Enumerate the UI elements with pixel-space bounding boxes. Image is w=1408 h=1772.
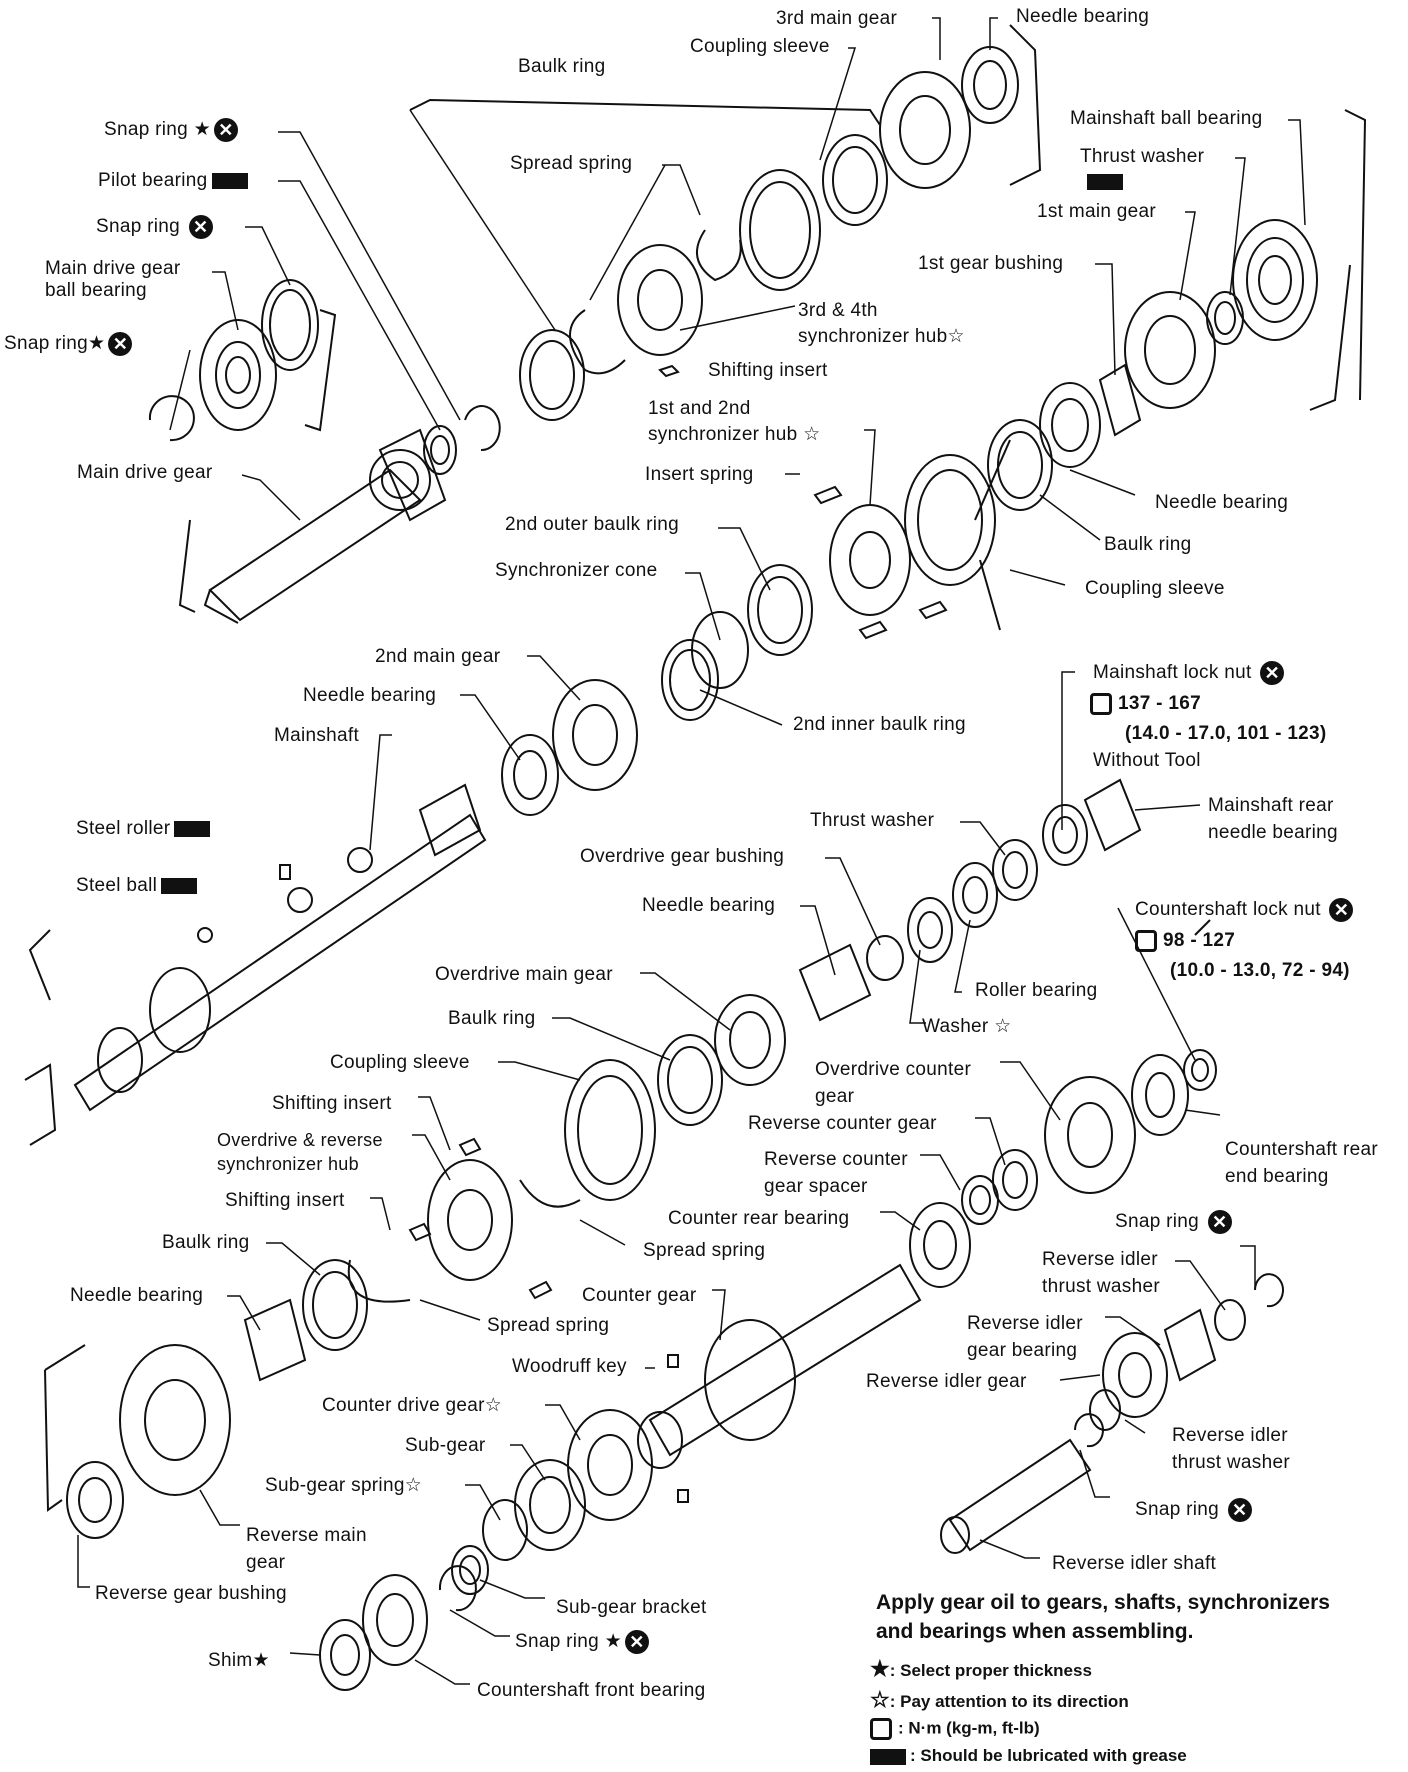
label-main-drive-gear: Main drive gear [77, 462, 213, 483]
synchronizer-hub-34 [618, 245, 702, 355]
torque-wrench-icon [1090, 693, 1112, 715]
label-reverse-counter-gear-spacer: Reverse counter gear spacer [764, 1149, 908, 1197]
sub-gear [515, 1460, 585, 1550]
grease-icon [870, 1749, 906, 1765]
label-snap-ring-6: Snap ring ★ ✕ [515, 1630, 649, 1654]
label-counter-rear-bearing: Counter rear bearing [668, 1208, 850, 1229]
roller-bearing-od [953, 863, 997, 927]
label-baulk-ring-od: Baulk ring [448, 1008, 536, 1029]
legend-grease: : Should be lubricated with grease [870, 1746, 1187, 1766]
label-reverse-idler-shaft: Reverse idler shaft [1052, 1553, 1217, 1574]
snap-ring-main-drive [262, 280, 318, 370]
grease-icon [174, 821, 210, 837]
label-reverse-idler-thrust-washer-1: Reverse idler thrust washer [1042, 1249, 1160, 1297]
label-baulk-ring-top: Baulk ring [518, 56, 606, 77]
needle-bearing-reverse [245, 1300, 305, 1380]
mainshaft-ball-bearing [1233, 220, 1317, 340]
snap-ring-small [150, 396, 194, 440]
main-drive-gear-ball-bearing [200, 320, 276, 430]
pilot-bearing [424, 426, 456, 474]
label-shim: Shim★ [208, 1650, 270, 1671]
baulk-ring-reverse [303, 1260, 367, 1350]
label-thrust-washer-mid: Thrust washer [810, 810, 935, 831]
reverse-idler-gear [1103, 1333, 1167, 1417]
mainshaft-rear-needle-bearing [1085, 780, 1140, 850]
label-counter-gear: Counter gear [582, 1285, 697, 1306]
second-outer-baulk-ring [748, 565, 812, 655]
label-reverse-main-gear: Reverse main gear [246, 1525, 367, 1573]
snap-ring-idler-top [1255, 1274, 1283, 1306]
reverse-idler-thrust-washer-2 [1090, 1390, 1120, 1430]
label-needle-bearing-2nd: Needle bearing [303, 685, 437, 706]
first-gear-bushing [1100, 365, 1140, 435]
do-not-reuse-icon: ✕ [214, 118, 238, 142]
steel-roller [280, 865, 290, 879]
reverse-main-gear [120, 1345, 230, 1495]
countershaft-front-bearing [363, 1575, 427, 1665]
first-main-gear [1125, 292, 1215, 408]
shifting-insert-low [410, 1224, 430, 1240]
third-main-gear [880, 72, 970, 188]
torque-wrench-icon [870, 1718, 892, 1740]
baulk-ring-3rd [520, 330, 584, 420]
thrust-washer-1st [1207, 292, 1243, 344]
insert-spring [815, 487, 841, 503]
washer-od [908, 898, 952, 962]
label-third-main-gear: 3rd main gear [776, 8, 898, 29]
needle-bearing-3rd [962, 47, 1018, 123]
shifting-insert-extra [530, 1282, 551, 1298]
label-sub-gear-spring: Sub-gear spring☆ [265, 1475, 423, 1496]
baulk-ring-4th [823, 135, 887, 225]
spread-spring-od [520, 1180, 580, 1207]
coupling-sleeve-34 [740, 170, 820, 290]
label-steel-roller: Steel roller [76, 818, 210, 840]
shifting-insert-34 [660, 366, 678, 376]
countershaft-rear-end-bearing [1132, 1055, 1188, 1135]
overdrive-gear-bushing [867, 936, 903, 980]
label-roller-bearing: Roller bearing [975, 980, 1098, 1001]
label-woodruff-key: Woodruff key [512, 1356, 627, 1377]
label-first-main-gear: 1st main gear [1037, 201, 1157, 222]
grease-icon [212, 173, 248, 189]
label-washer: Washer ☆ [922, 1016, 1012, 1037]
synchronizer-cone [692, 612, 748, 688]
label-snap-ring-3: Snap ring★ ✕ [4, 332, 132, 356]
label-needle-bearing-r: Needle bearing [1155, 492, 1289, 513]
label-reverse-idler-thrust-washer-2: Reverse idler thrust washer [1172, 1425, 1290, 1473]
label-torque-mainshaft: 137 - 167 [1090, 693, 1201, 715]
second-inner-baulk-ring [662, 640, 718, 720]
filled-star-icon: ★ [870, 1656, 890, 1681]
label-snap-ring-1: Snap ring ★ ✕ [104, 118, 238, 142]
do-not-reuse-icon: ✕ [1329, 898, 1353, 922]
label-counter-drive-gear: Counter drive gear☆ [322, 1395, 503, 1416]
spread-spring-34 [697, 230, 741, 280]
label-coupling-sleeve-od: Coupling sleeve [330, 1052, 470, 1073]
label-synchro-hub-34: 3rd & 4th synchronizer hub☆ [798, 300, 965, 347]
assembly-note [876, 1588, 1330, 1646]
reverse-idler-gear-bearing [1165, 1310, 1215, 1380]
label-sub-gear-bracket: Sub-gear bracket [556, 1597, 707, 1618]
label-overdrive-main-gear: Overdrive main gear [435, 964, 613, 985]
legend-direction: ☆: Pay attention to its direction [870, 1687, 1129, 1712]
needle-bearing-1st [1040, 383, 1100, 467]
label-coupling-sleeve-top: Coupling sleeve [690, 36, 830, 57]
label-spread-spring-top: Spread spring [510, 153, 633, 174]
reverse-gear-bushing [67, 1462, 123, 1538]
reverse-counter-gear [993, 1150, 1037, 1210]
label-baulk-ring-low: Baulk ring [162, 1232, 250, 1253]
label-insert-spring: Insert spring [645, 464, 754, 485]
label-reverse-idler-gear-bearing: Reverse idler gear bearing [967, 1313, 1083, 1361]
sub-gear-bracket [452, 1546, 488, 1594]
do-not-reuse-icon: ✕ [108, 332, 132, 356]
spread-spring-low [349, 1260, 410, 1302]
label-spread-spring-low: Spread spring [643, 1240, 766, 1261]
synchronizer-hub-12 [830, 505, 910, 615]
assembly-note-line2: and bearings when assembling. [876, 1620, 1194, 1643]
label-synchro-hub-12: 1st and 2nd synchronizer hub ☆ [648, 398, 821, 445]
do-not-reuse-icon: ✕ [1228, 1498, 1252, 1522]
label-needle-bearing-low: Needle bearing [70, 1285, 204, 1306]
label-od-reverse-synchro-hub: Overdrive & reverse synchronizer hub [217, 1130, 383, 1174]
label-snap-ring-4: Snap ring ✕ [1115, 1210, 1232, 1234]
label-torque-countershaft-alt: (10.0 - 13.0, 72 - 94) [1170, 960, 1350, 981]
label-countershaft-lock-nut: Countershaft lock nut ✕ [1135, 898, 1353, 922]
shifting-insert-od [460, 1139, 480, 1155]
grease-icon [161, 878, 197, 894]
needle-bearing-od [800, 945, 870, 1020]
assembly-note-line1: Apply gear oil to gears, shafts, synchronizers [876, 1591, 1330, 1614]
do-not-reuse-icon: ✕ [189, 215, 213, 239]
countershaft-lock-nut [1184, 1050, 1216, 1090]
overdrive-main-gear [715, 995, 785, 1085]
label-countershaft-front-bearing: Countershaft front bearing [477, 1680, 706, 1701]
label-spread-spring-low2: Spread spring [487, 1315, 610, 1336]
label-overdrive-counter-gear: Overdrive counter gear [815, 1059, 972, 1107]
label-reverse-counter-gear: Reverse counter gear [748, 1113, 937, 1134]
steel-ball [198, 928, 212, 942]
label-second-inner-baulk-ring: 2nd inner baulk ring [793, 714, 966, 735]
label-countershaft-rear-end-bearing: Countershaft rear end bearing [1225, 1139, 1378, 1187]
label-reverse-gear-bushing: Reverse gear bushing [95, 1583, 287, 1604]
label-mainshaft-lock-nut: Mainshaft lock nut ✕ [1093, 661, 1284, 685]
label-main-drive-gear-ball-bearing: Main drive gear ball bearing [45, 258, 181, 301]
main-drive-gear-shaft [205, 430, 445, 623]
label-torque-countershaft: 98 - 127 [1135, 930, 1235, 952]
label-torque-mainshaft-alt: (14.0 - 17.0, 101 - 123) [1125, 723, 1327, 744]
label-shifting-insert-od: Shifting insert [272, 1093, 392, 1114]
label-baulk-ring-r: Baulk ring [1104, 534, 1192, 555]
overdrive-counter-gear [1045, 1077, 1135, 1193]
label-mainshaft-ball-bearing: Mainshaft ball bearing [1070, 108, 1263, 129]
legend-select-thickness: ★: Select proper thickness [870, 1656, 1092, 1681]
label-needle-bearing-od: Needle bearing [642, 895, 776, 916]
shim [320, 1620, 370, 1690]
open-star-icon: ☆ [870, 1687, 890, 1712]
label-without-tool: Without Tool [1093, 750, 1201, 771]
coupling-sleeve-od [565, 1060, 655, 1200]
label-needle-bearing-top: Needle bearing [1016, 6, 1150, 27]
woodruff-key-2 [678, 1490, 688, 1502]
label-second-main-gear: 2nd main gear [375, 646, 501, 667]
grease-icon-thrust-washer [1083, 173, 1123, 191]
shifting-inserts-12 [860, 602, 946, 638]
label-snap-ring-5: Snap ring ✕ [1135, 1498, 1252, 1522]
label-shifting-insert-low: Shifting insert [225, 1190, 345, 1211]
reverse-counter-gear-spacer [962, 1176, 998, 1224]
label-mainshaft-rear-needle-bearing: Mainshaft rear needle bearing [1208, 795, 1338, 843]
label-snap-ring-2: Snap ring ✕ [96, 215, 213, 239]
label-reverse-idler-gear: Reverse idler gear [866, 1371, 1027, 1392]
label-thrust-washer-top: Thrust washer [1080, 146, 1205, 167]
label-pilot-bearing: Pilot bearing [98, 170, 248, 192]
baulk-ring-od [658, 1035, 722, 1125]
do-not-reuse-icon: ✕ [1260, 661, 1284, 685]
reverse-idler-shaft [941, 1440, 1090, 1553]
second-main-gear [553, 680, 637, 790]
od-reverse-synchro-hub [428, 1160, 512, 1280]
label-sub-gear: Sub-gear [405, 1435, 486, 1456]
label-synchronizer-cone: Synchronizer cone [495, 560, 658, 581]
spread-spring-3rd [570, 310, 625, 373]
label-mainshaft: Mainshaft [274, 725, 360, 746]
woodruff-key [668, 1355, 678, 1367]
do-not-reuse-icon: ✕ [625, 1630, 649, 1654]
legend-torque: : N·m (kg-m, ft-lb) [870, 1718, 1040, 1740]
mainshaft-lock-nut [1043, 805, 1087, 865]
counter-drive-gear [568, 1410, 652, 1520]
reverse-idler-thrust-washer-1 [1215, 1300, 1245, 1340]
do-not-reuse-icon: ✕ [1208, 1210, 1232, 1234]
snap-ring-pilot [465, 406, 500, 450]
label-coupling-sleeve-r: Coupling sleeve [1085, 578, 1225, 599]
label-shifting-insert-top: Shifting insert [708, 360, 828, 381]
snap-ring-idler-low [1075, 1414, 1103, 1446]
label-steel-ball: Steel ball [76, 875, 197, 897]
label-first-gear-bushing: 1st gear bushing [918, 253, 1064, 274]
torque-wrench-icon [1135, 930, 1157, 952]
label-second-outer-baulk-ring: 2nd outer baulk ring [505, 514, 679, 535]
counter-rear-bearing [910, 1203, 970, 1287]
label-overdrive-gear-bushing: Overdrive gear bushing [580, 846, 785, 867]
